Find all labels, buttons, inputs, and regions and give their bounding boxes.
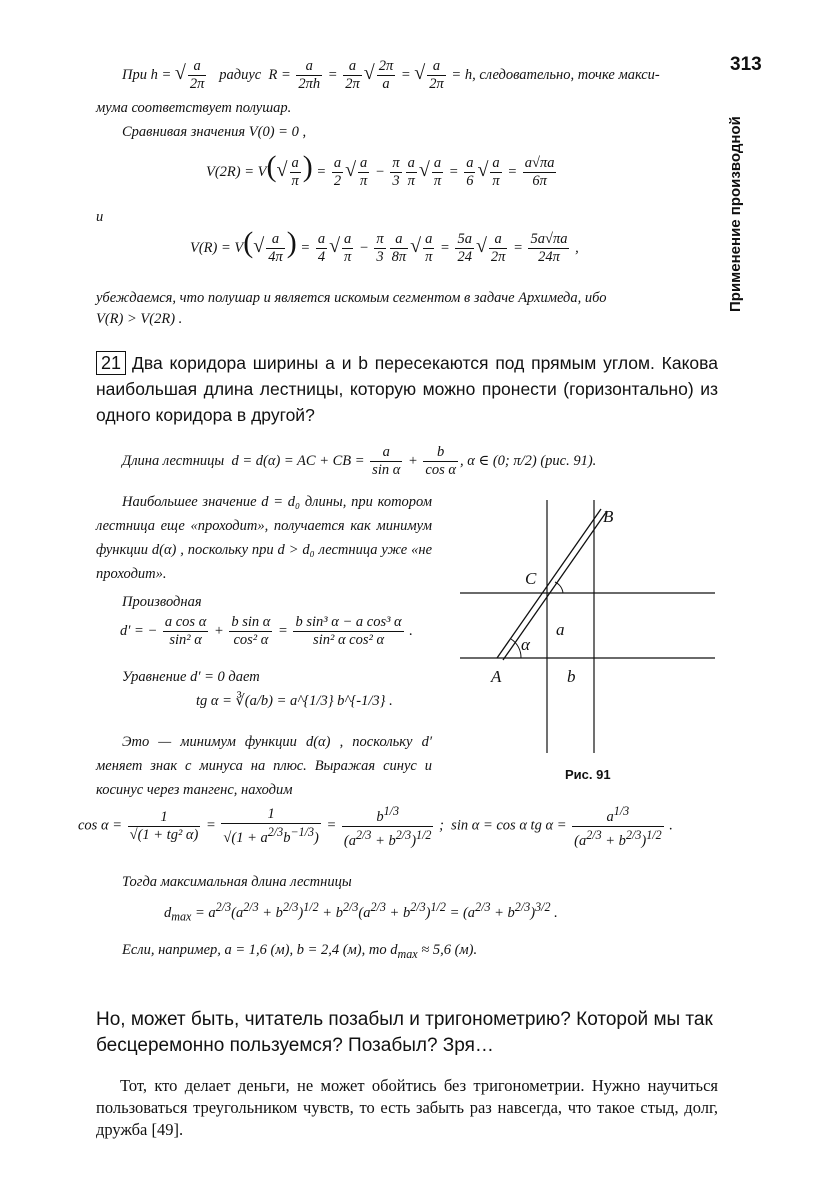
label-B: B: [603, 507, 614, 526]
pri-word: При: [122, 66, 147, 83]
ladder-line-2: [503, 511, 607, 660]
formula-vr: V(R) = V(√ $\frac{a}{4\pi}$ ) = $\frac{a}{4}$ √ $\frac{a}{\pi}$ − $\frac{\pi}{3}$ $\frac{a}{8\pi}$ √ $\frac{a}{\pi}$ = $\frac{5a}{24}$ √ $\frac{a}{2\pi}$ = $\frac{5a√\pi a}{24\pi}$ ,: [190, 226, 579, 266]
running-head: Применение производной: [727, 116, 744, 312]
closing-quote: Тот, кто делает деньги, не может обойтись без тригонометрии. Нужно научиться пользоваться треугольником чувств, то есть забыть раз навсегда, что такое стыд, долг, дружба [49].: [96, 1076, 718, 1139]
formula-v2r: V(2R) = V(√ $\frac{a}{\pi}$ ) = $\frac{a}{2}$ √ $\frac{a}{\pi}$ − $\frac{\pi}{3}$ $\frac{a}{\pi}$ √ $\frac{a}{\pi}$ = $\frac{a}{6}$ √ $\frac{a}{\pi}$ = $\frac{a√\pi a}{6\pi}$: [206, 150, 555, 190]
derivative-label: Производная: [122, 594, 202, 610]
formula-dmax: $d_{max} = a^{2/3}(a^{2/3} + b^{2/3})^{1/2} + b^{2/3}(a^{2/3} + b^{2/3})^{1/2} = (a^{2/3} + b^{2/3})^{3/2}$ .: [164, 900, 558, 924]
problem-text: Два коридора ширины a и b пересекаются под прямым углом. Какова наибольшая длина лестницы, которую можно пронести (горизонтально) из одного коридора в другой?: [96, 353, 718, 425]
and-word: и: [96, 209, 104, 225]
label-a: a: [556, 620, 565, 639]
figure-caption: Рис. 91: [565, 767, 611, 782]
equation-label: Уравнение d′ = 0 дает: [122, 669, 260, 685]
closing-paragraph: Но, может быть, читатель позабыл и тригонометрию? Которой мы так бесцеремонно пользуемся? Позабыл? Зря…: [96, 1009, 713, 1056]
figure-91: [455, 495, 720, 755]
problem-number: 21: [96, 351, 126, 375]
ladder-line-1: [497, 509, 601, 658]
label-C: C: [525, 569, 537, 588]
page-number: 313: [730, 54, 762, 75]
formula-cos-sin: cos α = $\frac{1}{\text{√(1 + tg² α)}}$ = $\frac{1}{√(1 + a^{2/3}b^{-1/3})}$ = $\frac{b^{1/3}}{(a^{2/3} + b^{2/3})^{1/2}}$ ; sin α = cos α tg α = $\frac{a^{1/3}}{(a^{2/3} + b^{2/3})^{1/2}}$ .: [78, 804, 673, 849]
line1-tail: , следовательно, точке макси-: [472, 66, 660, 83]
conclusion-inequality: V(R) > V(2R) .: [96, 311, 183, 327]
label-alpha: α: [521, 635, 530, 654]
problem-21: [96, 350, 718, 428]
formula-derivative: d′ = − $\frac{\text{a cos α}}{\text{sin² α}}$ + $\frac{\text{b sin α}}{\text{cos² α}}$ = $\frac{\text{b sin³ α − a cos³ α}}{\text{sin² α cos² α}}$ .: [120, 614, 413, 648]
label-b: b: [567, 667, 576, 686]
conclusion-line: убеждаемся, что полушар и является искомым сегментом в задаче Архимеда, ибо: [96, 290, 607, 306]
line-compare: Сравнивая значения V(0) = 0 ,: [122, 124, 307, 140]
label-A: A: [491, 667, 502, 686]
example-line: Если, например, a = 1,6 (м), b = 2,4 (м), то $d_{max} \approx 5,6$ (м).: [122, 942, 478, 961]
formula-length: Длина лестницы d = d(α) = AC + CB = $\frac{a}{\text{sin α}}$ + $\frac{b}{\text{cos α}}$ , α ∈ (0; π/2) (рис. 91).: [122, 444, 597, 478]
line-maximum: мума соответствует полушар.: [96, 100, 292, 116]
formula-tg: tg α = ∛(a/b) = a^{1/3} b^{-1/3} .: [196, 693, 393, 709]
formula-h-radius: При h = √ $\frac{a}{2\pi}$ радиус R = $\frac{a}{2\pi h}$ = $\frac{a}{2\pi}$ √ $\frac{2\pi}{a}$ = √ $\frac{a}{2\pi}$ = h, следовательно, точке макси-: [122, 58, 660, 92]
para-maximum: Наибольшее значение d = d₀ длины, при котором лестница еще «проходит», получается как минимум функции d(α) , поскольку при d > d₀ лестница уже «не проходит».: [96, 494, 432, 582]
then-label: Тогда максимальная длина лестницы: [122, 874, 352, 890]
para-minimum: Это — минимум функции d(α) , поскольку d′ меняет знак с минуса на плюс. Выражая синус и косинус через тангенс, находим: [96, 734, 432, 798]
radius-word: радиус: [219, 66, 262, 83]
